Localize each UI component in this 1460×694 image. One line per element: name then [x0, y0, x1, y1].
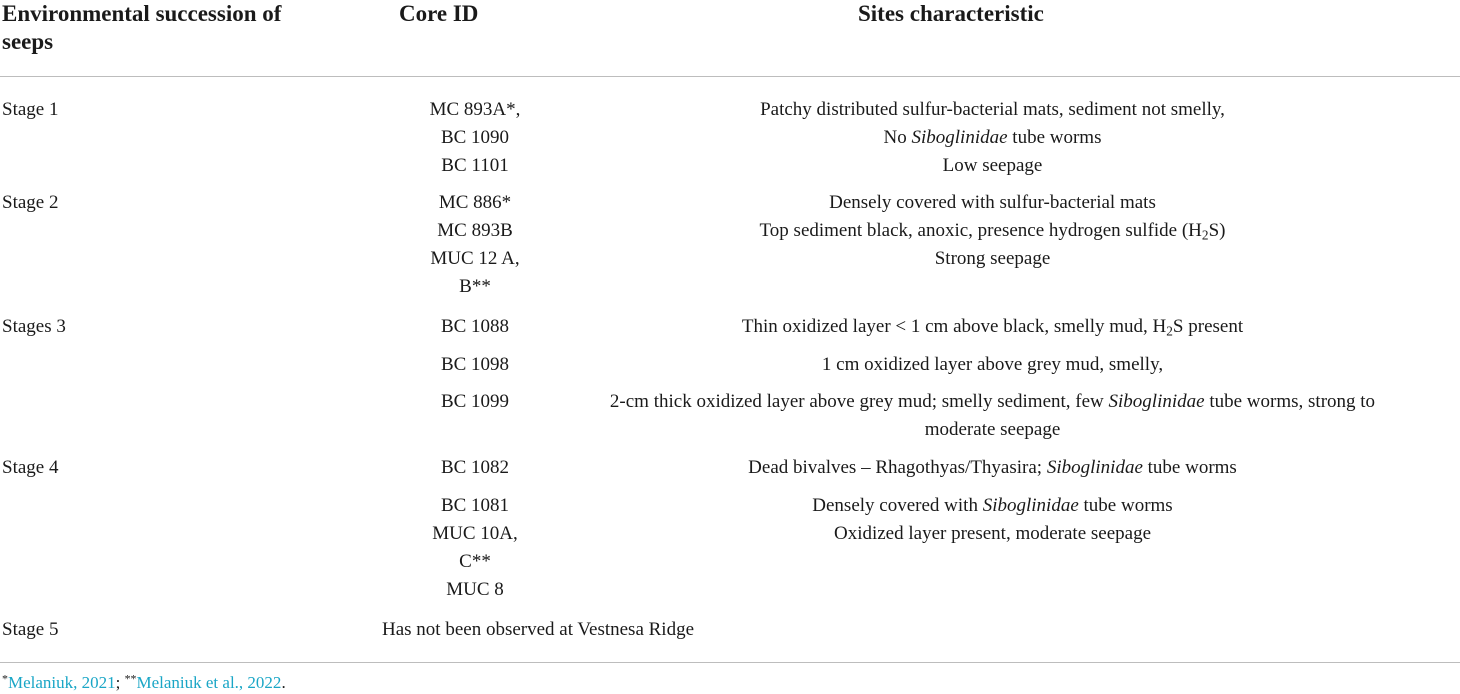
taxon-name: Siboglinidae [1108, 391, 1205, 412]
header-succession-line2: seeps [2, 29, 54, 54]
line [540, 124, 1445, 152]
line: Oxidized layer present, moderate seepage [833, 523, 1152, 544]
core-id: BC 1101 [441, 155, 509, 176]
stage4-label: Stage 4 [2, 457, 59, 478]
header-rule [0, 76, 1460, 77]
line [540, 388, 1445, 416]
text: Dead bivalves – Rhagothyas/Thyasira; [748, 457, 1047, 478]
subscript: 2 [1201, 227, 1209, 243]
text: tube worms [1142, 457, 1237, 478]
line [540, 217, 1445, 245]
taxon-name: Siboglinidae [1046, 457, 1143, 478]
stage4-core-1: BC 1082 [440, 457, 510, 478]
core-id: B** [459, 276, 491, 297]
core-id: BC 1090 [440, 127, 510, 148]
stage3-core-3: BC 1099 [440, 391, 510, 412]
separator: ; [115, 673, 125, 692]
header-core-id: Core ID [399, 1, 479, 26]
stage3-label: Stages 3 [2, 316, 66, 337]
line: moderate seepage [924, 419, 1061, 440]
core-id: MC 893A*, [429, 99, 521, 120]
line: Strong seepage [934, 248, 1051, 269]
core-id: MUC 10A, [432, 523, 518, 544]
stage4-characteristic-1 [540, 454, 1445, 482]
text: S present [1172, 316, 1244, 337]
stage2-label: Stage 2 [2, 192, 59, 213]
footnote [2, 672, 286, 694]
core-id: C** [459, 551, 491, 572]
stage3-characteristic-1 [540, 313, 1445, 341]
core-id: MUC 8 [446, 579, 504, 600]
taxon-name: Siboglinidae [911, 127, 1008, 148]
stage3-core-2: BC 1098 [440, 354, 510, 375]
reference-link[interactable]: Melaniuk et al., 2022 [136, 673, 282, 692]
header-sites-characteristic: Sites characteristic [858, 1, 1044, 26]
core-id: MC 886* [438, 192, 512, 213]
text: Top sediment black, anoxic, presence hydrogen sulfide (H [759, 220, 1202, 241]
stage5-label: Stage 5 [2, 619, 59, 640]
text: No [883, 127, 912, 148]
text: Thin oxidized layer < 1 cm above black, smelly mud, H [741, 316, 1167, 337]
line: Patchy distributed sulfur-bacterial mats, sediment not smelly, [760, 99, 1225, 120]
stage2-characteristic [540, 189, 1445, 273]
core-id: MC 893B [437, 220, 513, 241]
stage3-core-1: BC 1088 [440, 316, 510, 337]
stage1-characteristic [540, 96, 1445, 180]
text: tube worms [1007, 127, 1102, 148]
reference-link[interactable]: Melaniuk, 2021 [7, 673, 116, 692]
text: tube worms [1078, 495, 1173, 516]
header-succession-line1: Environmental succession of [2, 1, 282, 26]
line: Low seepage [942, 155, 1043, 176]
core-id: BC 1081 [440, 495, 510, 516]
text: Densely covered with [812, 495, 983, 516]
line: Densely covered with sulfur-bacterial mats [829, 192, 1156, 213]
bottom-rule [0, 662, 1460, 663]
stage5-note: Has not been observed at Vestnesa Ridge [382, 619, 695, 640]
subscript: 2 [1166, 323, 1173, 339]
footnote-mark: ** [124, 671, 137, 686]
text: S) [1208, 220, 1226, 241]
stage3-characteristic-2: 1 cm oxidized layer above grey mud, smelly, [821, 354, 1164, 375]
core-id: MUC 12 A, [430, 248, 520, 269]
stage1-label: Stage 1 [2, 99, 59, 120]
footnote-mark: * [2, 671, 8, 686]
text: 2-cm thick oxidized layer above grey mud; smelly sediment, few [609, 391, 1109, 412]
period: . [281, 673, 286, 692]
taxon-name: Siboglinidae [982, 495, 1079, 516]
stage4-characteristic-2 [540, 492, 1445, 548]
line [540, 492, 1445, 520]
header-succession [2, 0, 281, 56]
stage3-characteristic-3 [540, 388, 1445, 444]
text: tube worms, strong to [1204, 391, 1376, 412]
